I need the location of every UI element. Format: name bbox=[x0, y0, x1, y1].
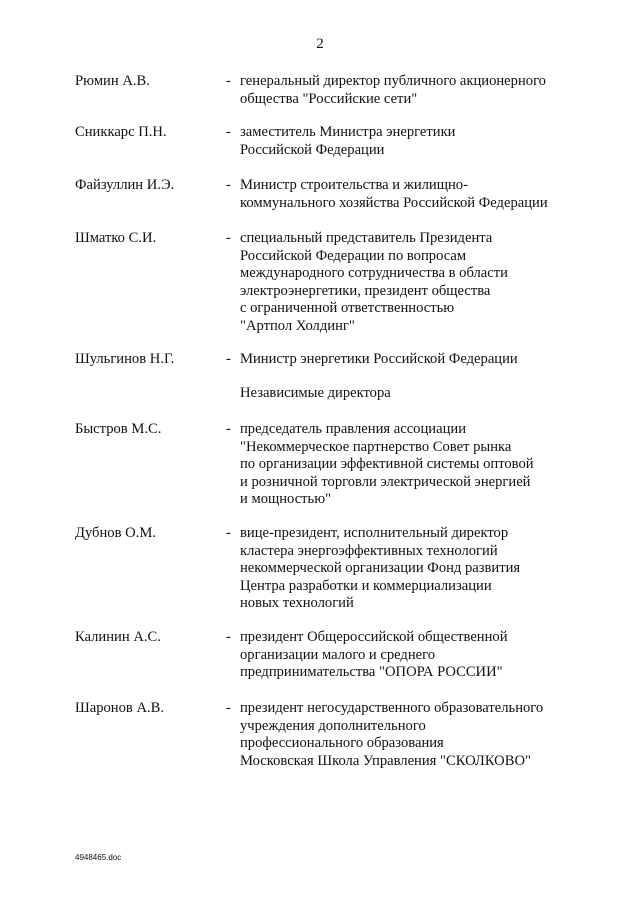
member-description: президент Общероссийской общественной организации малого и среднего предпринимательства "ОПОРА РОССИИ" bbox=[240, 629, 508, 681]
member-name: Быстров М.С. bbox=[75, 421, 162, 437]
member-description: генеральный директор публичного акционерного общества "Российские сети" bbox=[240, 73, 546, 107]
dash-separator: - bbox=[226, 700, 231, 716]
independent-directors-heading: Независимые директора bbox=[240, 385, 391, 401]
member-name: Шматко С.И. bbox=[75, 230, 157, 246]
footer-filename: 4948465.doc bbox=[75, 853, 122, 862]
dash-separator: - bbox=[226, 351, 231, 367]
member-description: Министр строительства и жилищно- коммунального хозяйства Российской Федерации bbox=[240, 177, 548, 211]
member-description: президент негосударственного образовательного учреждения дополнительного профессионального образования Московская Школа Управления "СКОЛКОВО" bbox=[240, 700, 544, 769]
member-description: заместитель Министра энергетики Российской Федерации bbox=[240, 124, 456, 158]
dash-separator: - bbox=[226, 177, 231, 193]
dash-separator: - bbox=[226, 124, 231, 140]
member-name: Шульгинов Н.Г. bbox=[75, 351, 175, 367]
member-description: специальный представитель Президента Российской Федерации по вопросам международного сотрудничества в области электроэнергетики, президент общества с ограниченной ответственностью "Артпол Холдинг" bbox=[240, 230, 508, 334]
page-number: 2 bbox=[316, 36, 324, 52]
member-name: Дубнов О.М. bbox=[75, 525, 156, 541]
member-description: вице-президент, исполнительный директор кластера энергоэффективных технологий некоммерческой организации Фонд развития Центра разработки и коммерциализации новых технологий bbox=[240, 525, 521, 612]
member-name: Рюмин А.В. bbox=[75, 73, 150, 89]
member-description: председатель правления ассоциации "Некоммерческое партнерство Совет рынка по организации эффективной системы оптовой и розничной торговли электрической энергией и мощностью" bbox=[240, 421, 534, 508]
dash-separator: - bbox=[226, 629, 231, 645]
member-name: Файзуллин И.Э. bbox=[75, 177, 175, 193]
member-name: Калинин А.С. bbox=[75, 629, 161, 645]
dash-separator: - bbox=[226, 525, 231, 541]
member-name: Сниккарс П.Н. bbox=[75, 124, 167, 140]
member-name: Шаронов А.В. bbox=[75, 700, 165, 716]
member-description: Министр энергетики Российской Федерации bbox=[240, 351, 518, 367]
dash-separator: - bbox=[226, 421, 231, 437]
dash-separator: - bbox=[226, 230, 231, 246]
dash-separator: - bbox=[226, 73, 231, 89]
